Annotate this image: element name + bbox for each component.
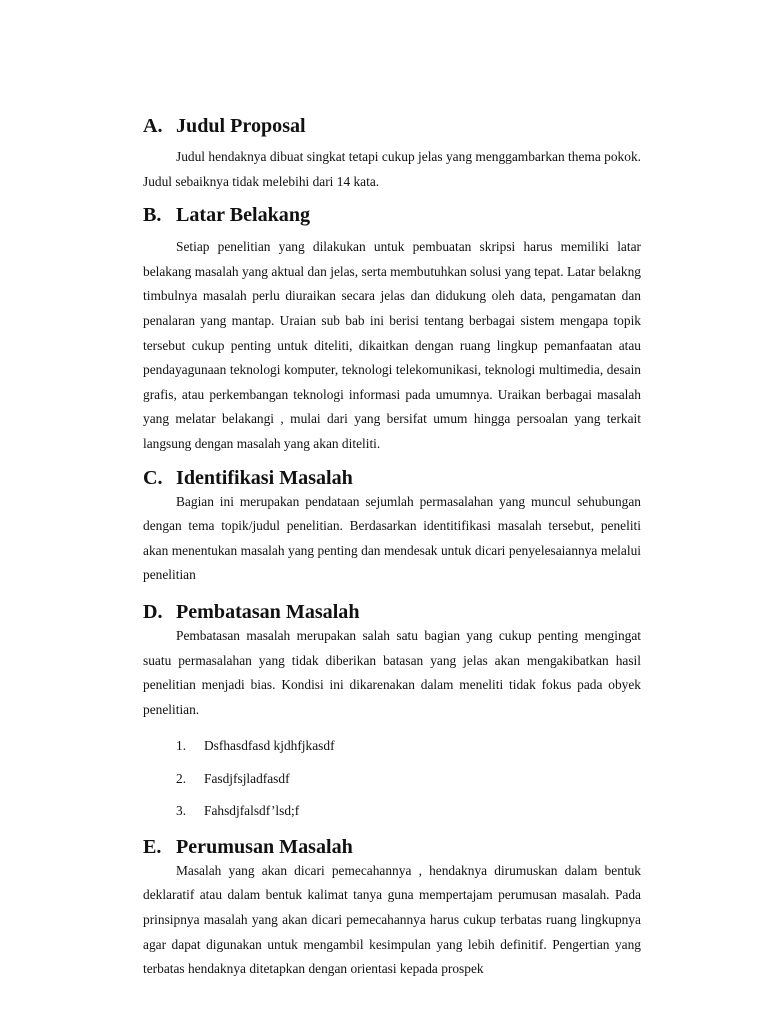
section-paragraph: Judul hendaknya dibuat singkat tetapi cukup jelas yang menggambarkan thema pokok. Judul sebaiknya tidak melebihi dari 14 kata. — [143, 149, 641, 189]
section-heading — [143, 600, 641, 624]
section-judul-proposal — [143, 114, 641, 194]
section-paragraph: Setiap penelitian yang dilakukan untuk pembuatan skripsi harus memiliki latar belakang masalah yang aktual dan jelas, serta membutuhkan solusi yang tepat. Latar belakng timbulnya masalah perlu diuraikan secara jelas dan didukung oleh data, pengamatan dan penalaran yang mantap. Uraian sub bab ini berisi tentang berbagai sistem mengapa topik tersebut cukup penting untuk diteliti, dikaitkan dengan ruang lingkup pemanfaatan atau pendayagunaan teknologi komputer, teknologi telekomunikasi, teknologi multimedia, desain grafis, atau perkembangan teknologi informasi pada umumnya. Uraikan berbagai masalah yang melatar belakangi , mulai dari yang bersifat umum hingga persoalan yang terkait langsung dengan masalah yang akan diteliti. — [143, 239, 641, 451]
list-item-text: Fasdjfsjladfasdf — [204, 770, 290, 786]
section-letter: C. — [143, 466, 163, 489]
list-item — [143, 795, 641, 828]
section-pembatasan-masalah — [143, 600, 641, 828]
document-page — [143, 114, 641, 982]
section-paragraph: Pembatasan masalah merupakan salah satu bagian yang cukup penting mengingat suatu permasalahan yang tidak diberikan batasan yang jelas akan mengakibatkan hasil penelitian menjadi bias. Kondisi ini dikarenakan dalam meneliti tidak fokus pada obyek penelitian. — [143, 627, 641, 717]
section-perumusan-masalah — [143, 835, 641, 982]
section-letter: B. — [143, 204, 162, 227]
list-item-text: Fahsdjfalsdf’lsd;f — [204, 803, 300, 819]
section-letter: E. — [143, 835, 162, 858]
section-title: Perumusan Masalah — [176, 835, 353, 858]
list-item-text: Dsfhasdfasd kjdhfjkasdf — [204, 738, 335, 754]
section-title: Latar Belakang — [176, 204, 311, 227]
list-item — [143, 730, 641, 763]
section-paragraph: Bagian ini merupakan pendataan sejumlah permasalahan yang muncul sehubungan dengan tema topik/judul penelitian. Berdasarkan identitifikasi masalah tersebut, peneliti akan menentukan masalah yang penting dan mendesak untuk dicari penyelesaiannya melalui penelitian — [143, 493, 641, 583]
section-letter: D. — [143, 600, 163, 623]
section-title: Judul Proposal — [176, 115, 306, 137]
section-letter: A. — [143, 115, 163, 137]
section-latar-belakang — [143, 203, 641, 456]
section-heading — [143, 203, 641, 227]
section-heading — [143, 835, 641, 859]
section-identifikasi-masalah — [143, 466, 641, 588]
list-item-number: 3. — [176, 803, 187, 819]
numbered-list — [143, 730, 641, 828]
list-item-number: 2. — [176, 770, 187, 786]
section-heading — [143, 466, 641, 490]
section-title: Identifikasi Masalah — [176, 466, 353, 489]
section-paragraph: Masalah yang akan dicari pemecahannya , hendaknya dirumuskan dalam bentuk deklaratif atau dalam bentuk kalimat tanya guna mempertajam perumusan masalah. Pada prinsipnya masalah yang akan dicari pemecahannya harus cukup terbatas ruang lingkupnya agar dapat digunakan untuk mengambil kesimpulan yang lebih definitif. Pengertian yang terbatas hendaknya ditetapkan dengan orientasi kepada prospek — [143, 862, 641, 977]
list-item — [143, 763, 641, 796]
section-title: Pembatasan Masalah — [176, 600, 360, 623]
list-item-number: 1. — [176, 738, 187, 754]
section-heading — [143, 114, 641, 138]
